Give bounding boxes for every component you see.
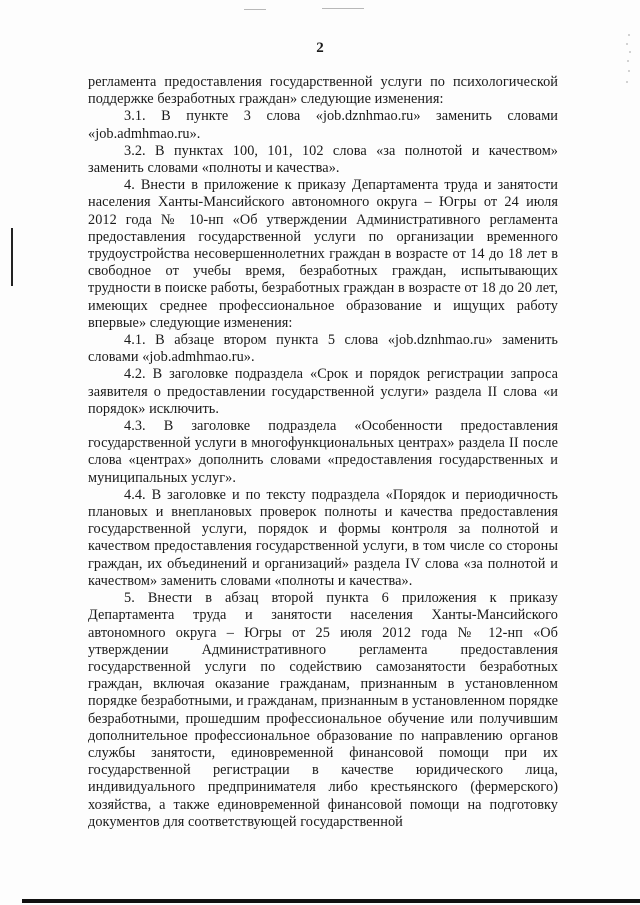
paragraph-4: 4. Внести в приложение к приказу Департамента труда и занятости населения Ханты-Мансийского автономного округа – Югры от 24 июля 2012 года № 10-нп «Об утверждении Административного регламента предоставления государственной услуги по организации временного трудоустройства несовершеннолетних граждан в возрасте от 14 до 18 лет в свободное от учебы время, безработных граждан, испытывающих трудности в поиске работы, безработных граждан в возрасте от 18 до 20 лет, имеющих среднее профессиональное образование и ищущих работу впервые» следующие изменения: xyxy=(88,177,558,331)
paragraph-4-2: 4.2. В заголовке подраздела «Срок и порядок регистрации запроса заявителя о предоставлении государственной услуги» раздела II слова «и порядок» исключить. xyxy=(88,366,558,417)
paragraph-5: 5. Внести в абзац второй пункта 6 приложения к приказу Департамента труда и занятости населения Ханты-Мансийского автономного округа – Югры от 25 июля 2012 года № 12-нп «Об утверждении Административного регламента предоставления государственной услуги по содействию самозанятости безработных граждан, включая оказание гражданам, признанным в установленном порядке безработными, и гражданам, признанным в установленном порядке безработными, прошедшим профессиональное обучение или получившим дополнительное профессиональное образование по направлению органов службы занятости, единовременной финансовой помощи при их государственной регистрации в качестве юридического лица, индивидуального предпринимателя либо крестьянского (фермерского) хозяйства, а также единовременной финансовой помощи на подготовку документов для соответствующей государственной xyxy=(88,590,558,830)
scan-artifact-top xyxy=(244,6,364,14)
scan-artifact-bottom-edge xyxy=(22,899,640,903)
paragraph-continuation: регламента предоставления государственной услуги по психологической поддержке безработных граждан» следующие изменения: xyxy=(88,74,558,108)
scan-artifact-left-bar xyxy=(11,228,13,286)
document-body xyxy=(88,74,558,831)
paragraph-4-1: 4.1. В абзаце втором пункта 5 слова «job.dznhmao.ru» заменить словами «job.admhmao.ru». xyxy=(88,332,558,366)
paragraph-3-1: 3.1. В пункте 3 слова «job.dznhmao.ru» заменить словами «job.admhmao.ru». xyxy=(88,108,558,142)
paragraph-4-4: 4.4. В заголовке и по тексту подраздела «Порядок и периодичность плановых и внеплановых проверок полноты и качества предоставления государственной услуги, порядок и формы контроля за полнотой и качеством предоставления государственной услуги, в том числе со стороны граждан, их объединений и организаций» раздела IV слова «за полнотой и качеством» заменить словами «полноты и качества». xyxy=(88,486,558,589)
paragraph-4-3: 4.3. В заголовке подраздела «Особенности предоставления государственной услуги в многофункциональных центрах» раздела II после слова «центрах» дополнить словами «предоставления государственных и муниципальных услуг». xyxy=(88,418,558,486)
paragraph-3-2: 3.2. В пунктах 100, 101, 102 слова «за полнотой и качеством» заменить словами «полноты и качества». xyxy=(88,142,558,177)
page-number: 2 xyxy=(316,40,324,56)
